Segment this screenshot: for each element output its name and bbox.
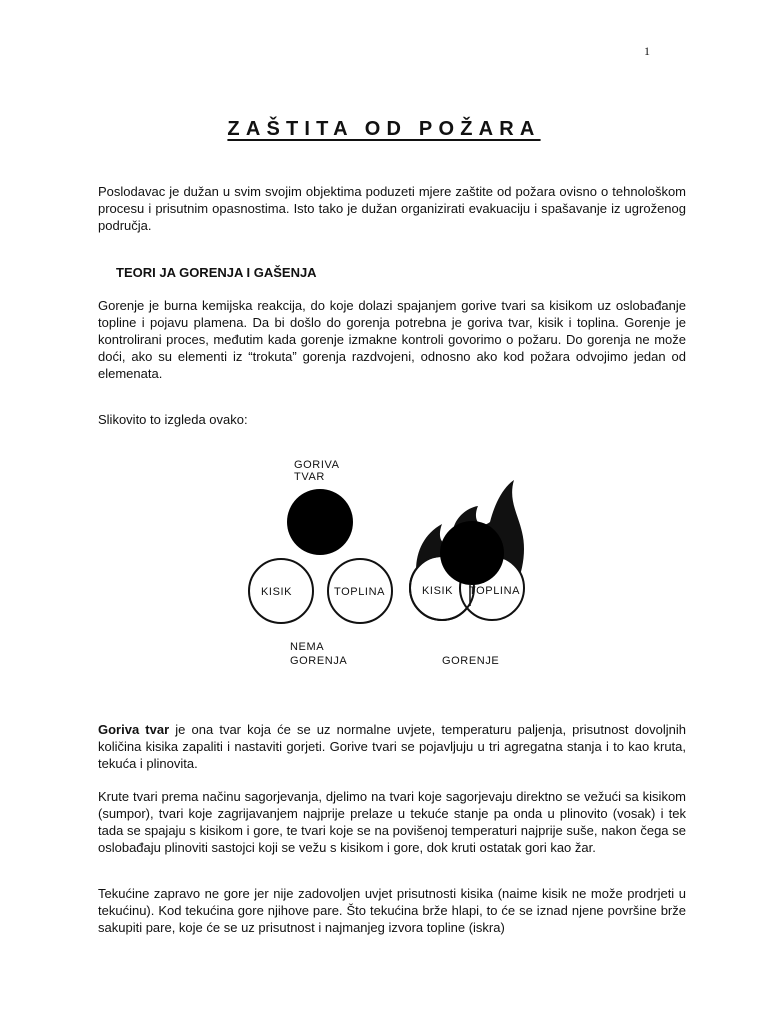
page-title: ZAŠTITA OD POŽARA	[227, 118, 541, 140]
no-combustion-caption-line1: NEMA	[290, 641, 325, 653]
combustion-paragraph: Gorenje je burna kemijska reakcija, do koje dolazi spajanjem gorive tvari sa kisikom uz oslobađanje topline i pojavu plamena. Da bi došlo do gorenja potrebna je goriva tvar, kisik i toplina. Gorenje je kontrolirani proces, međutim kada gorenje izmakne kontroli govorimo o požaru. Do gorenja ne može doći, ako su elementi iz “trokuta” gorenja razdvojeni, odnosno ako kod požara odvojimo jedan od elemenata.	[98, 298, 686, 381]
section-heading: TEORI JA GORENJA I GAŠENJA	[116, 265, 317, 280]
fuel-paragraph-text: je ona tvar koja će se uz normalne uvjete, temperaturu paljenja, prisutnost dovoljnih količina kisika zapaliti i nastaviti gorjeti. Gorive tvari se pojavljuju u tri agregatna stanja i to kao kruta, tekuća i plinovita.	[98, 722, 686, 771]
right-diagram-combustion	[410, 480, 524, 667]
fuel-circle-left	[287, 489, 353, 555]
heat-label-left: TOPLINA	[334, 586, 386, 598]
fuel-circle-right	[440, 521, 504, 585]
no-combustion-caption-line2: GORENJA	[290, 655, 348, 667]
combustion-caption: GORENJE	[442, 655, 500, 667]
fire-triangle-illustration	[232, 436, 544, 672]
fire-triangle-figure	[232, 436, 544, 672]
solids-paragraph: Krute tvari prema načinu sagorjevanja, djelimo na tvari koje sagorjevaju direktno se vežući sa kisikom (sumpor), tvari koje zagrijavanjem najprije prelaze u tekuće stanje pa onda u plinovito (vosak) i tek tada se spajaju s kisikom i gore, te tvari koje se na povišenoj temperaturi najprije suše, nakon čega se oslobađaju plinoviti sastojci koji se vežu s kisikom i gore, dok kruti ostatak gori kao žar.	[98, 789, 686, 855]
fuel-label-line2: TVAR	[294, 471, 325, 483]
intro-paragraph: Poslodavac je dužan u svim svojim objektima poduzeti mjere zaštite od požara ovisno o tehnološkom procesu i prisutnim opasnostima. Isto tako je dužan organizirati evakuaciju i spašavanje iz ugroženog područja.	[98, 184, 686, 233]
left-diagram-no-combustion	[249, 459, 392, 667]
fuel-label-line1: GORIVA	[294, 459, 340, 471]
fuel-paragraph	[98, 721, 686, 772]
heat-label-right: TOPLINA	[469, 585, 521, 597]
liquids-paragraph: Tekućine zapravo ne gore jer nije zadovoljen uvjet prisutnosti kisika (naime kisik ne može prodrjeti u tekućinu). Kod tekućina gore njihove pare. Što tekućina brže hlapi, to će se iznad njene površine brže sakupiti pare, koje će se uz prisutnost i najmanjeg izvora topline (iskra)	[98, 886, 686, 935]
figure-intro: Slikovito to izgleda ovako:	[98, 412, 248, 427]
fuel-term: Goriva tvar	[98, 722, 170, 737]
oxygen-label-left: KISIK	[261, 586, 293, 598]
oxygen-label-right: KISIK	[422, 585, 454, 597]
page-number: 1	[644, 44, 650, 58]
